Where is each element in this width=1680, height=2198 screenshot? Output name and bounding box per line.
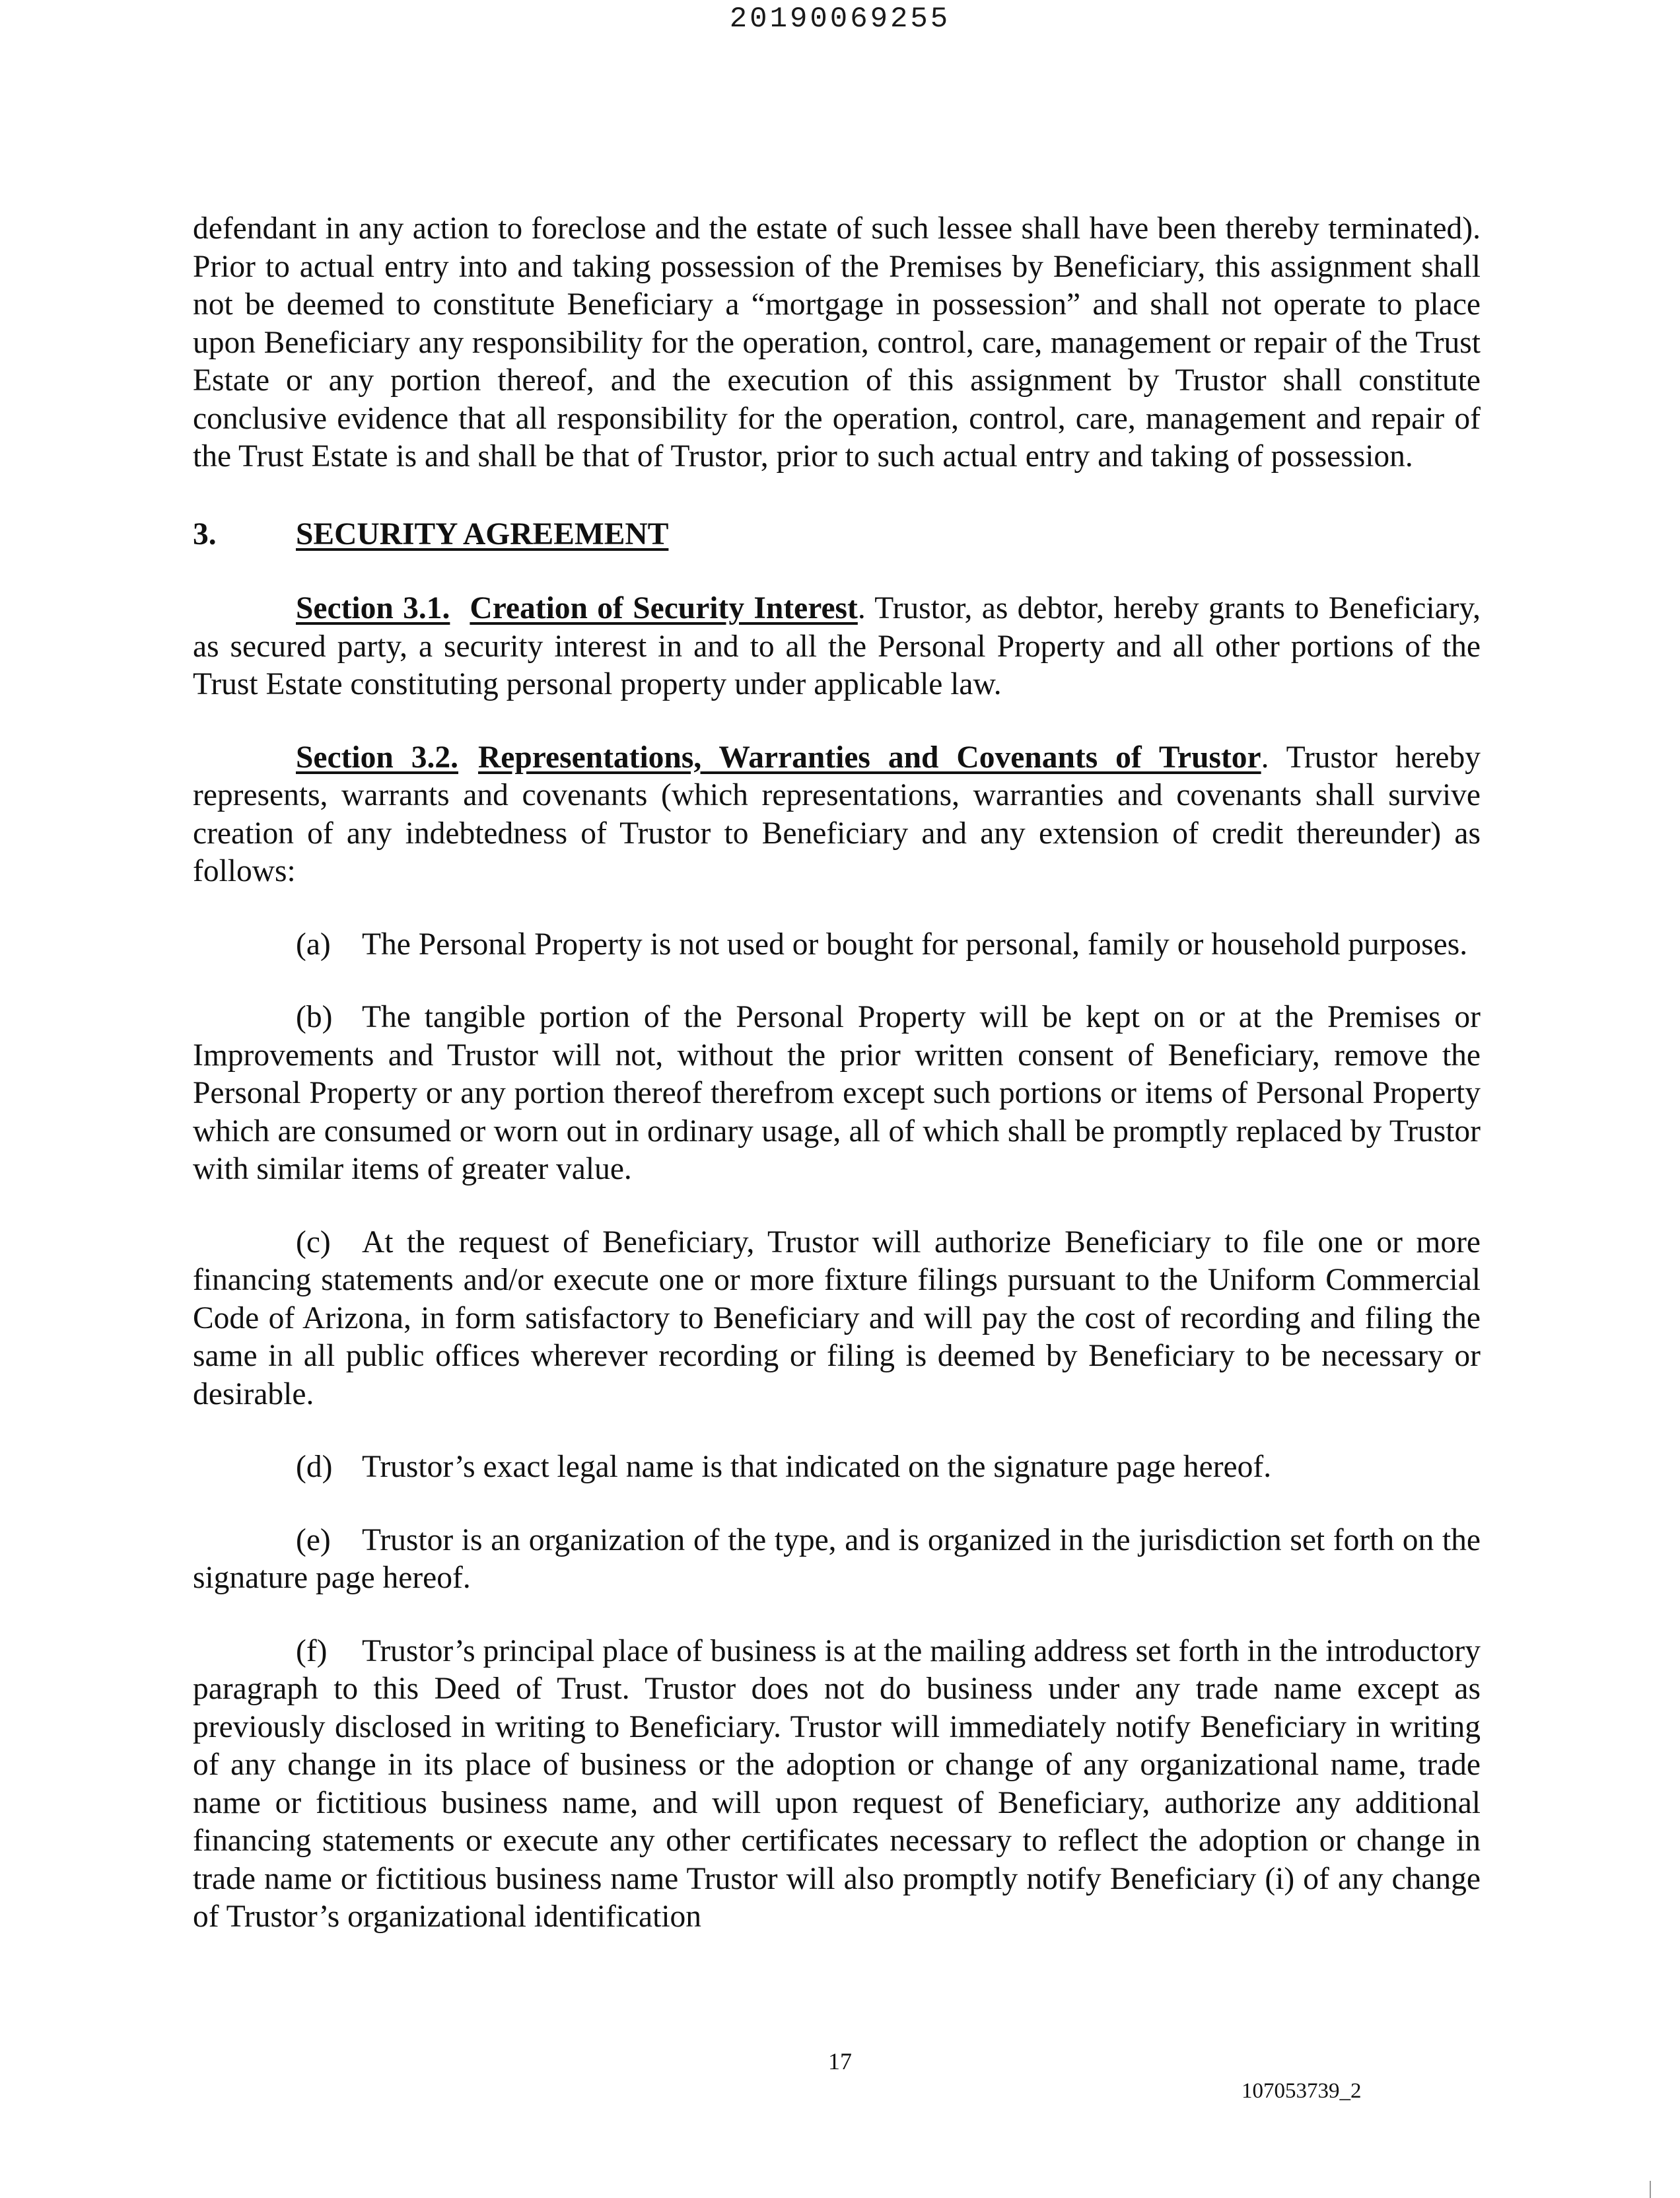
list-item-text: Trustor is an organization of the type, and is organized in the jurisdiction set forth on the signature page hereof. bbox=[193, 1522, 1481, 1595]
article-title: SECURITY AGREEMENT bbox=[296, 516, 669, 551]
section-3-1-text: . Trustor, as debtor, hereby grants to Beneficiary, as secured party, a security interest in and to all the Personal Property and all other portions of the Trust Estate constituting personal property under applicable law. bbox=[193, 591, 1481, 701]
list-item-text: At the request of Beneficiary, Trustor will authorize Beneficiary to file one or more financing statements and/or execute one or more fixture filings pursuant to the Uniform Commercial Code of Arizona, in form satisfactory to Beneficiary and will pay the cost of recording and filing the same in all public offices wherever recording or filing is deemed by Beneficiary to be necessary or desirable. bbox=[193, 1224, 1481, 1411]
document-body bbox=[193, 210, 1481, 1936]
list-item-d bbox=[193, 1448, 1481, 1487]
article-number: 3. bbox=[193, 516, 217, 551]
article-heading bbox=[193, 516, 1481, 554]
section-3-1-title: Creation of Security Interest bbox=[470, 591, 858, 625]
section-3-1-label: Section 3.1. bbox=[296, 591, 450, 625]
list-item-letter: (a) bbox=[296, 927, 331, 962]
list-item-text: Trustor’s principal place of business is at the mailing address set forth in the introductory paragraph to this Deed of Trust. Trustor does not do business under any trade name except as previously disclosed in writing to Beneficiary. Trustor will immediately notify Beneficiary in writing of any change in its place of business or the adoption or change of any organizational name, trade name or fictitious business name, and will upon request of Beneficiary, authorize any additional financing statements or execute any other certificates necessary to reflect the adoption or change in trade name or fictitious business name Trustor will also promptly notify Beneficiary (i) of any change of Trustor’s organizational identification bbox=[193, 1633, 1481, 1934]
continuation-paragraph: defendant in any action to foreclose and the estate of such lessee shall have been thereby terminated). Prior to actual entry into and taking possession of the Premises by Beneficiary, this assignment shall not be deemed to constitute Beneficiary a “mortgage in possession” and shall not operate to place upon Beneficiary any responsibility for the operation, control, care, management or repair of the Trust Estate or any portion thereof, and the execution of this assignment by Trustor shall constitute conclusive evidence that all responsibility for the operation, control, care, management and repair of the Trust Estate is and shall be that of Trustor, prior to such actual entry and taking of possession. bbox=[193, 211, 1481, 474]
list-item-b bbox=[193, 999, 1481, 1189]
section-3-2-label: Section 3.2. bbox=[296, 740, 458, 775]
page-number: 17 bbox=[828, 2048, 852, 2074]
list-item-letter: (d) bbox=[296, 1450, 333, 1484]
list-item-c bbox=[193, 1224, 1481, 1414]
list-item-letter: (c) bbox=[296, 1224, 331, 1259]
recording-number: 20190069255 bbox=[729, 3, 951, 36]
list-item-letter: (b) bbox=[296, 1000, 333, 1034]
section-3-2-text: . Trustor hereby represents, warrants and covenants (which representations, warranties and covenants shall survive creation of any indebtedness of Trustor to Beneficiary and any extension of credit thereunder) as follows: bbox=[193, 740, 1481, 888]
list-item-text: The tangible portion of the Personal Property will be kept on or at the Premises or Improvements and Trustor will not, without the prior written consent of Beneficiary, remove the Personal Property or any portion thereof therefrom except such portions or items of Personal Property which are consumed or worn out in ordinary usage, all of which shall be promptly replaced by Trustor with similar items of greater value. bbox=[193, 1000, 1481, 1186]
list-item-e bbox=[193, 1522, 1481, 1598]
list-item-text: Trustor’s exact legal name is that indicated on the signature page hereof. bbox=[362, 1450, 1272, 1484]
scan-crop-mark bbox=[1650, 2181, 1651, 2198]
section-3-2-title: Representations, Warranties and Covenants of Trustor bbox=[478, 740, 1261, 775]
list-item-text: The Personal Property is not used or bought for personal, family or household purposes. bbox=[362, 927, 1468, 962]
list-item-letter: (e) bbox=[296, 1522, 331, 1557]
document-id: 107053739_2 bbox=[1242, 2079, 1362, 2103]
list-item-letter: (f) bbox=[296, 1633, 328, 1668]
section-3-1-paragraph bbox=[193, 590, 1481, 704]
list-item-f bbox=[193, 1633, 1481, 1936]
section-3-2-paragraph bbox=[193, 739, 1481, 891]
list-item-a bbox=[193, 926, 1481, 964]
